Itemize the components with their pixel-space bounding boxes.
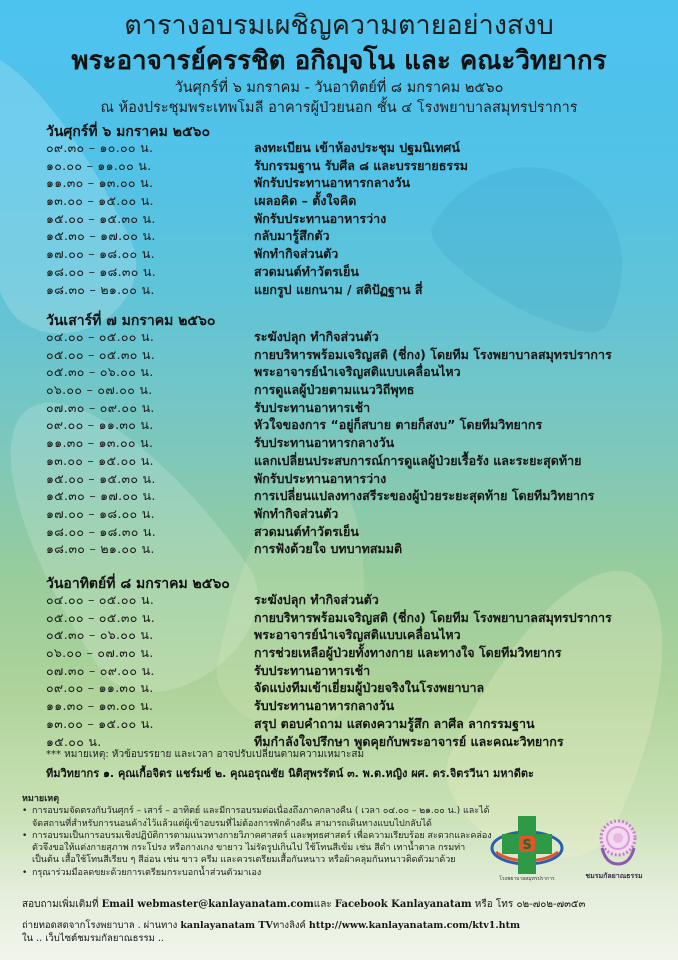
row-time: ๑๕.๐๐ น. [46, 733, 102, 749]
row-time: ๐๗.๓๐ – ๐๙.๐๐ น. [46, 399, 155, 415]
row-time: ๑๓.๐๐ – ๑๕.๐๐ น. [46, 193, 154, 209]
schedule-row [0, 157, 678, 175]
row-time: ๑๑.๓๐ – ๑๓.๐๐ น. [46, 175, 154, 191]
schedule-row [0, 715, 678, 733]
contact-phone: ๐๒-๗๐๒-๗๓๕๓ [516, 899, 586, 910]
notes-list [22, 805, 492, 879]
row-time: ๑๐.๐๐ – ๑๑.๐๐ น. [46, 157, 152, 173]
schedule-remark: *** หมายเหตุ: หัวข้อบรรยาย และเวลา อาจปรับเปลี่ยนตามความเหมาะสม [46, 749, 365, 760]
notes-heading: หมายเหตุ [22, 794, 60, 804]
schedule-day-1 [0, 139, 678, 298]
schedule-row [0, 644, 678, 662]
row-activity: รับประทานอาหารกลางวัน [254, 435, 395, 451]
row-activity: หัวใจของการ “อยู่ก็สบาย ตายก็สงบ” โดยทีมวิทยากร [254, 417, 543, 433]
row-activity: แยกรูป แยกนาม / สติปัฏฐาน สี่ [254, 281, 423, 297]
note-item: • กรุณาร่วมมือลดขยะด้วยการเตรียมกระบอกน้ำส่วนตัวมาเอง [22, 867, 492, 879]
schedule-row [0, 281, 678, 299]
live-suffix: ใน .. เว็บไซต์ชมรมกัลยาณธรรม .. [22, 933, 164, 944]
schedule-day-3 [0, 591, 678, 750]
contact-prefix: สอบถามเพิ่มเติมที่ [22, 899, 99, 910]
row-time: ๑๕.๐๐ – ๑๕.๓๐ น. [46, 210, 156, 226]
row-activity: สรุป ตอบคำถาม แสดงความรู้สึก ลาศีล ลากรรมฐาน [254, 715, 535, 731]
row-time: ๑๓.๐๐ – ๑๕.๐๐ น. [46, 715, 154, 731]
schedule-row [0, 470, 678, 488]
row-activity: ลงทะเบียน เข้าห้องประชุม ปฐมนิเทศน์ [254, 140, 460, 155]
schedule-row [0, 452, 678, 470]
hospital-caption: โรงพยาบาลสมุทรปราการ [499, 876, 555, 882]
row-activity: รับประทานอาหารเช้า [254, 662, 371, 678]
row-time: ๐๕.๐๐ – ๐๕.๓๐ น. [46, 346, 156, 362]
row-activity: พักรับประทานอาหารกลางวัน [254, 175, 411, 191]
row-time: ๑๕.๐๐ – ๑๕.๓๐ น. [46, 470, 156, 486]
row-activity: รับประทานอาหารเช้า [254, 399, 371, 415]
live-prefix: ถ่ายทอดสดจากโรงพยาบาล . ผ่านทาง [22, 920, 178, 931]
day-heading-saturday: วันเสาร์ที่ ๗ มกราคม ๒๕๖๐ [46, 313, 216, 329]
row-time: ๐๕.๐๐ – ๐๕.๓๐ น. [46, 609, 156, 625]
row-time: ๑๘.๐๐ – ๑๘.๓๐ น. [46, 263, 157, 279]
live-url-link[interactable]: http://www.kanlayanatam.com/ktv1.htm [308, 920, 521, 931]
row-activity: ทีมกำลังใจปรึกษา พูดคุยกับพระอาจารย์ และคณะวิทยากร [254, 733, 564, 749]
row-time: ๐๙.๐๐ – ๑๑.๓๐ น. [46, 417, 154, 433]
row-activity: การช่วยเหลือผู้ป่วยทั้งทางกาย และทางใจ โดยทีมวิทยากร [254, 645, 562, 661]
row-activity: พักรับประทานอาหารว่าง [254, 210, 387, 226]
row-time: ๐๕.๓๐ – ๐๖.๐๐ น. [46, 627, 154, 643]
schedule-row [0, 328, 678, 346]
row-activity: จัดแบ่งทีมเข้าเยี่ยมผู้ป่วยจริงในโรงพยาบาล [254, 680, 485, 696]
schedule-row [0, 697, 678, 715]
contact-and: และ [313, 899, 332, 910]
schedule-row [0, 210, 678, 228]
poster-header [0, 8, 678, 118]
note-item: • การอบรมเป็นการอบรมเชิงปฏิบัติการตามแนวทางกายวิภาคศาสตร์ และพุทธศาสตร์ เพื่อความเรียบร้อย สะดวกและคล่องตัวจึงขอให้แต่งกายสุภาพ กระโปรง หรือกางเกง ขายาว ไม่รัดรูปเกินไป ใช้โทนสีเข้ม เช่น สีดำ เทาน้ำตาล กรมท่า เป็นต้น เสื้อใช้โทนสีเรียบ ๆ สีอ่อน เช่น ขาว ครีม และควรเตรียมเสื้อกันหนาว หรือผ้าคลุมกันหนาวติดตัวมาด้วย [22, 830, 492, 867]
row-activity: พักทำกิจส่วนตัว [254, 246, 339, 262]
row-time: ๑๘.๓๐ – ๒๑.๐๐ น. [46, 281, 155, 297]
row-activity: สวดมนต์ทำวัตรเย็น [254, 263, 359, 279]
note-item: • การอบรมจัดตรงกับวันศุกร์ – เสาร์ – อาทิตย์ และมีการอบรมต่อเนื่องถึงภาคกลางคืน ( เวลา ๐๔.๐๐ – ๒๑.๐๐ น.) และได้จัดสถานที่สำหรับการนอนค้างไว้แล้วแต่ผู้เข้าอบรมที่ไม่ต้องการพักค้างคืน สามารถเดินทางแบบไปกลับได้ [22, 805, 492, 830]
row-activity: พระอาจารย์นำเจริญสติแบบเคลื่อนไหว [254, 627, 461, 643]
row-time: ๑๑.๓๐ – ๑๓.๐๐ น. [46, 435, 154, 451]
event-venue: ณ ห้องประชุมพระเทพโมลี อาคารผู้ป่วยนอก ชั้น ๔ โรงพยาบาลสมุทรปราการ [100, 100, 578, 116]
kalyanatam-logo-icon [578, 812, 650, 884]
row-activity: กายบริหารพร้อมเจริญสติ (ชี่กง) โดยทีม โรงพยาบาลสมุทรปราการ [254, 609, 612, 625]
row-time: ๑๘.๓๐ – ๒๑.๐๐ น. [46, 541, 155, 557]
live-link-prefix: ทางลิงค์ [272, 920, 306, 931]
schedule-row [0, 487, 678, 505]
schedule-row [0, 346, 678, 364]
row-activity: การฟังด้วยใจ บทบาทสมมติ [254, 541, 403, 557]
row-time: ๑๗.๐๐ – ๑๘.๐๐ น. [46, 246, 155, 262]
schedule-row [0, 227, 678, 245]
schedule-row [0, 192, 678, 210]
row-time: ๐๖.๐๐ – ๐๗.๐๐ น. [46, 382, 153, 398]
logo-center [613, 833, 623, 843]
row-time: ๐๙.๓๐ – ๑๐.๐๐ น. [46, 140, 154, 155]
row-time: ๑๑.๓๐ – ๑๓.๐๐ น. [46, 698, 154, 714]
row-activity: พักรับประทานอาหารว่าง [254, 470, 387, 486]
schedule-row [0, 416, 678, 434]
schedule-row [0, 523, 678, 541]
row-activity: รับประทานอาหารกลางวัน [254, 698, 395, 714]
logo-s-letter: S [522, 838, 532, 853]
notes-section [22, 793, 492, 879]
poster-title: ตารางอบรมเผชิญความตายอย่างสงบ [124, 10, 554, 41]
schedule-row [0, 381, 678, 399]
schedule-row [0, 626, 678, 644]
contact-facebook-link[interactable]: Facebook Kanlayanatam [334, 899, 472, 910]
contact-phone-prefix: หรือ โทร [474, 899, 514, 910]
speaker-team: ทีมวิทยากร ๑. คุณเกื้อจิตร แชร์มซ์ ๒. คุณอรุณชัย นิติสุพรรัตน์ ๓. พ.ต.หญิง ผศ. ดร.จิตรวีนา มหาดีตะ [46, 767, 534, 780]
row-activity: แลกเปลี่ยนประสบการณ์การดูแลผู้ป่วยเรื้อรัง และระยะสุดท้าย [254, 452, 582, 468]
row-time: ๑๘.๐๐ – ๑๘.๓๐ น. [46, 523, 157, 539]
row-activity: พระอาจารย์นำเจริญสติแบบเคลื่อนไหว [254, 364, 461, 380]
row-time: ๐๙.๐๐ – ๑๑.๓๐ น. [46, 680, 154, 696]
row-activity: รับกรรมฐาน รับศีล ๘ และบรรยายธรรม [254, 157, 469, 173]
row-activity: ระฆังปลุก ทำกิจส่วนตัว [254, 329, 379, 344]
row-time: ๑๓.๐๐ – ๑๕.๐๐ น. [46, 452, 154, 468]
schedule-row [0, 505, 678, 523]
row-activity: การเปลี่ยนแปลงทางสรีระของผู้ป่วยระยะสุดท้าย โดยทีมวิทยากร [254, 488, 595, 504]
hospital-logo-icon [488, 812, 566, 884]
row-time: ๐๔.๐๐ – ๐๕.๐๐ น. [46, 592, 155, 607]
row-activity: สวดมนต์ทำวัตรเย็น [254, 523, 359, 539]
schedule-row [0, 540, 678, 558]
row-activity: กลับมารู้สึกตัว [254, 228, 330, 244]
schedule-row [0, 591, 678, 609]
row-activity: พักทำกิจส่วนตัว [254, 505, 339, 521]
day-heading-sunday: วันอาทิตย์ที่ ๘ มกราคม ๒๕๖๐ [46, 576, 230, 592]
row-time: ๐๔.๐๐ – ๐๕.๐๐ น. [46, 329, 155, 344]
schedule-row [0, 363, 678, 381]
row-time: ๑๕.๓๐ – ๑๗.๐๐ น. [46, 228, 156, 244]
contact-line [22, 897, 585, 912]
schedule-row [0, 139, 678, 157]
schedule-row [0, 679, 678, 697]
row-time: ๐๗.๓๐ – ๐๙.๐๐ น. [46, 662, 155, 678]
row-activity: ระฆังปลุก ทำกิจส่วนตัว [254, 592, 379, 607]
live-channel: kanlayanatam TV [180, 920, 273, 931]
row-activity: กายบริหารพร้อมเจริญสติ (ชี่กง) โดยทีม โรงพยาบาลสมุทรปราการ [254, 346, 612, 362]
day-heading-friday: วันศุกร์ที่ ๖ มกราคม ๒๕๖๐ [46, 124, 210, 140]
schedule-day-2 [0, 328, 678, 558]
schedule-row [0, 609, 678, 627]
schedule-row [0, 434, 678, 452]
club-caption: ชมรมกัลยาณธรรม [585, 872, 643, 880]
row-activity: การดูแลผู้ป่วยตามแนววิถีพุทธ [254, 382, 415, 398]
schedule-row [0, 174, 678, 192]
schedule-row [0, 662, 678, 680]
schedule-row [0, 263, 678, 281]
schedule-row [0, 399, 678, 417]
row-activity: เผลอคิด – ตั้งใจคิด [254, 193, 357, 209]
contact-email-link[interactable]: Email webmaster@kanlayanatam.com [101, 899, 314, 910]
speakers-title: พระอาจารย์ครรชิต อกิญฺจโน และ คณะวิทยากร [71, 46, 607, 76]
row-time: ๑๕.๓๐ – ๑๗.๐๐ น. [46, 488, 156, 504]
schedule-row [0, 245, 678, 263]
row-time: ๐๕.๓๐ – ๐๖.๐๐ น. [46, 364, 154, 380]
event-dates: วันศุกร์ที่ ๖ มกราคม - วันอาทิตย์ที่ ๘ มกราคม ๒๕๖๐ [174, 80, 504, 96]
live-broadcast-info [22, 919, 520, 945]
row-time: ๑๗.๐๐ – ๑๘.๐๐ น. [46, 505, 155, 521]
row-time: ๐๖.๐๐ – ๐๗.๓๐ น. [46, 645, 154, 661]
